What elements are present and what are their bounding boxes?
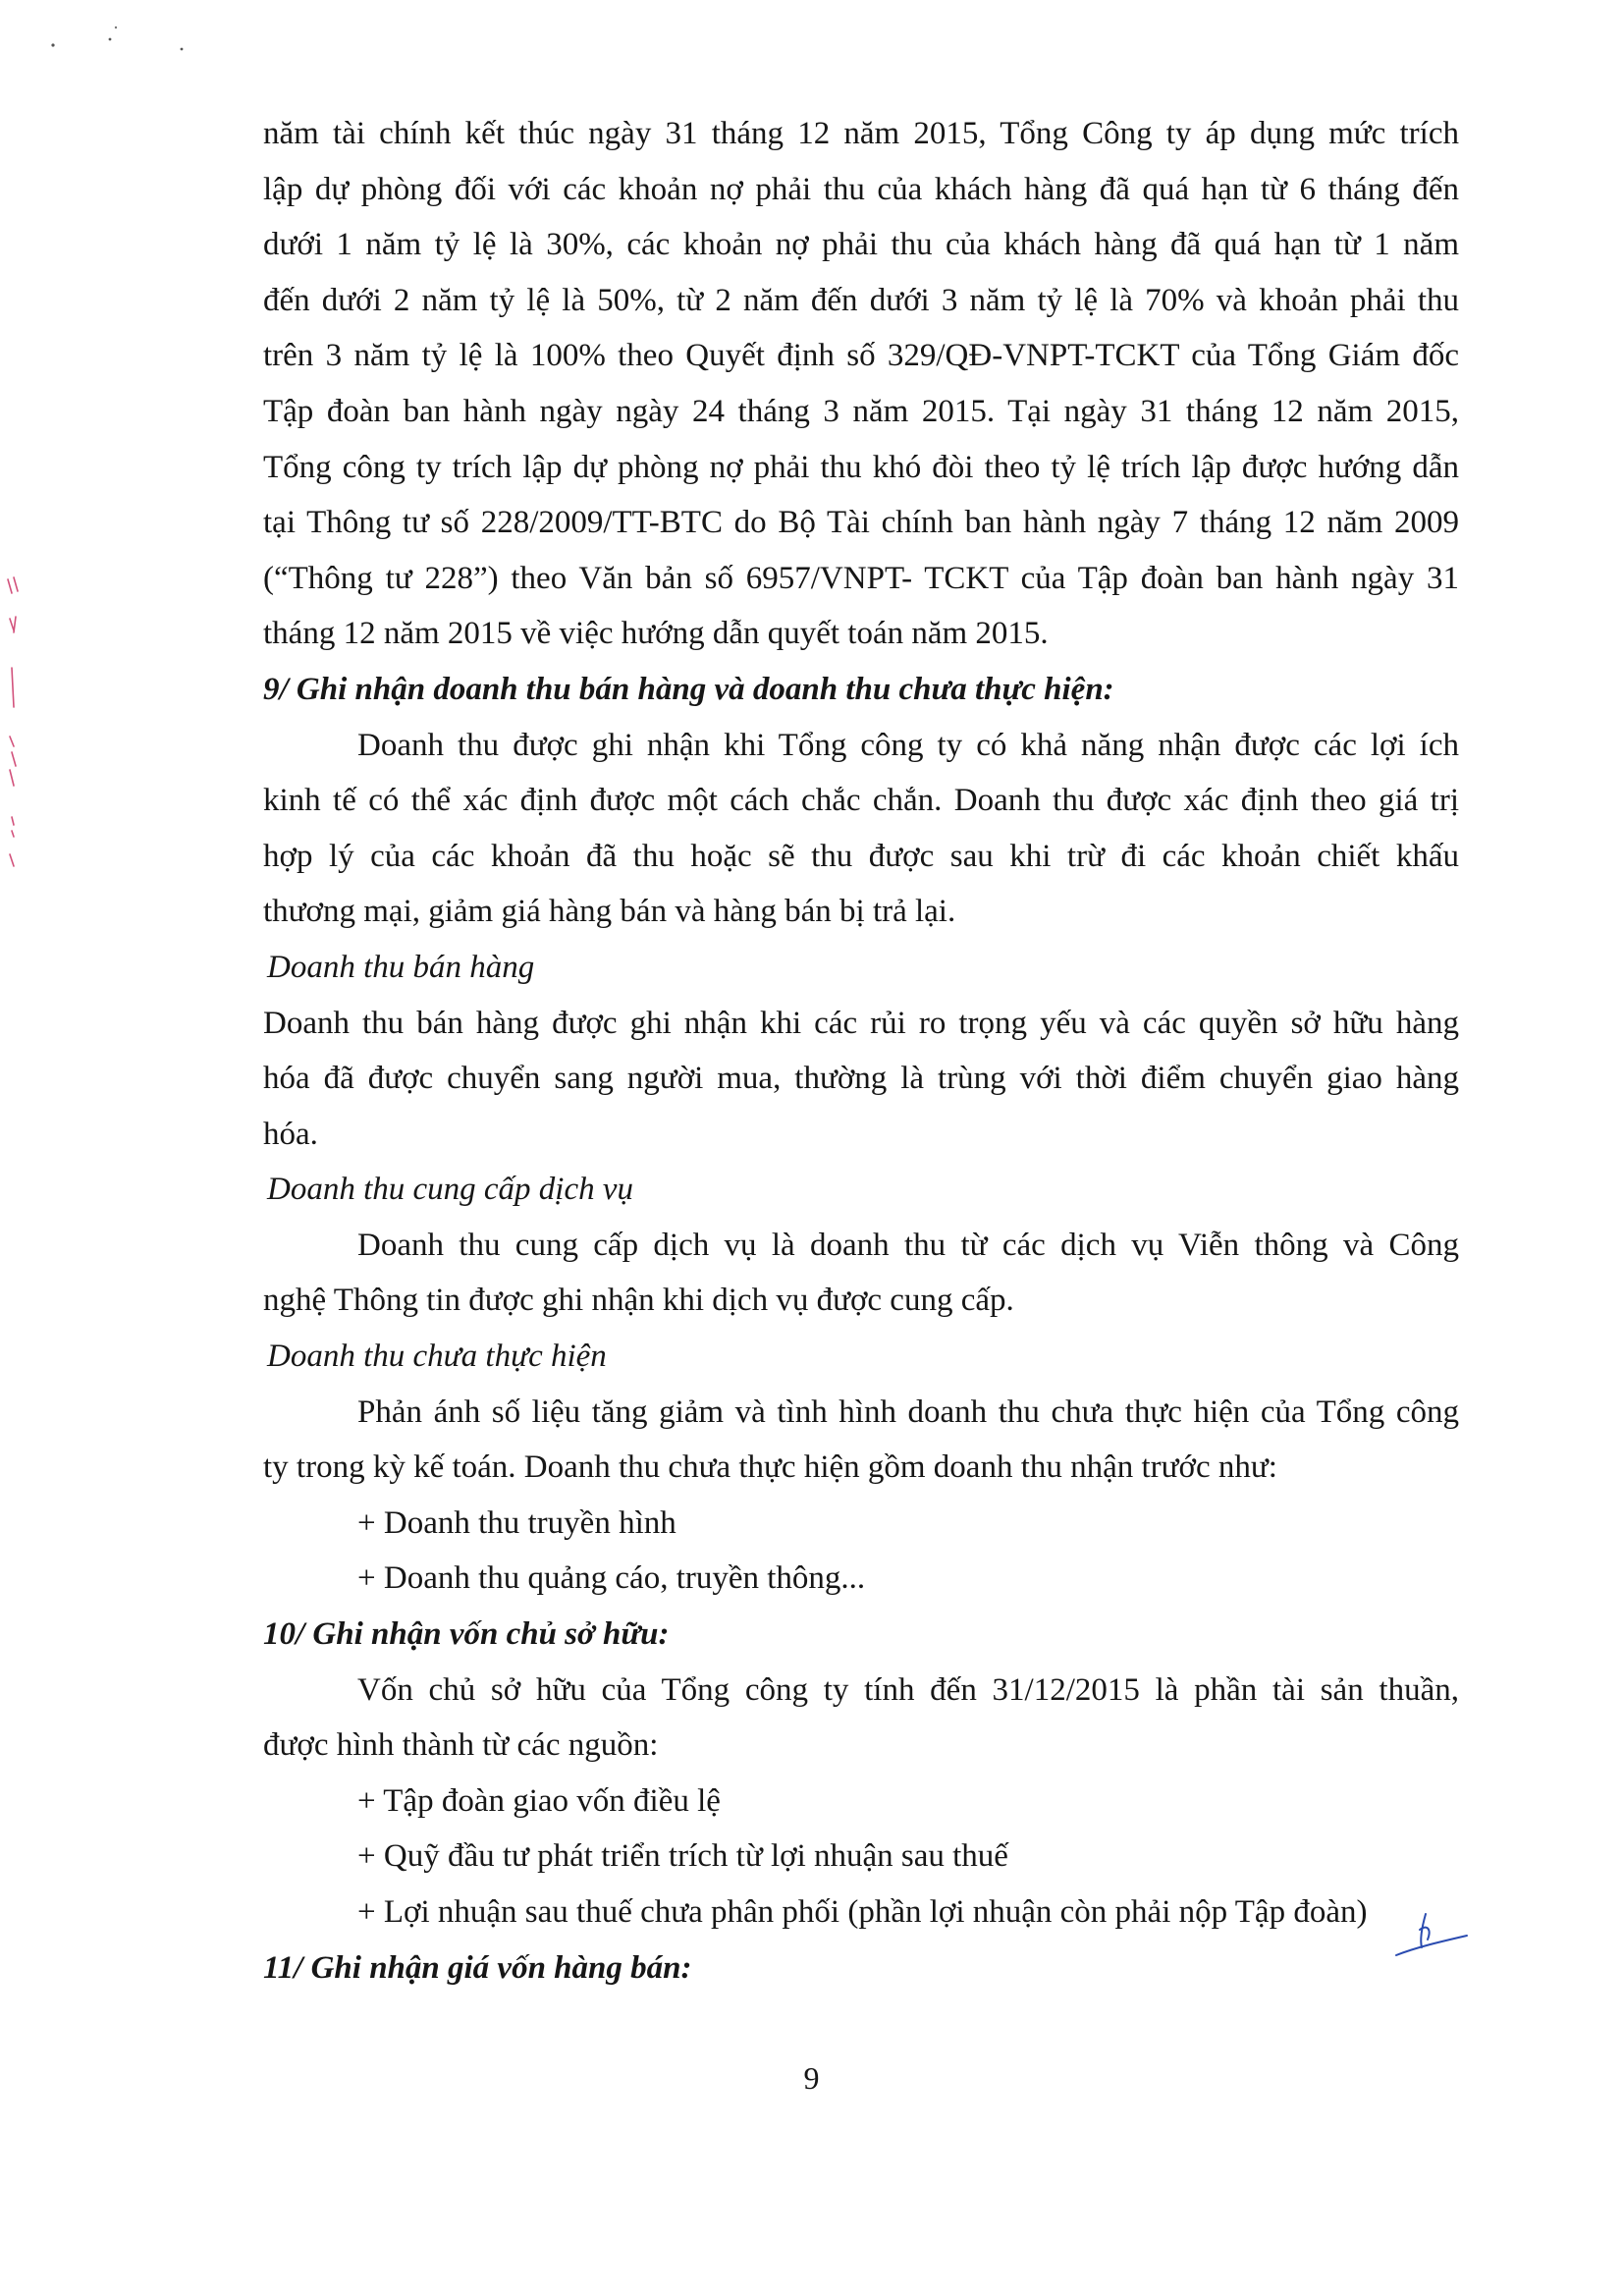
scan-specks-icon	[39, 20, 206, 59]
paragraph-line: Tổng công ty trích lập dự phòng nợ phải thu khó đòi theo tỷ lệ trích lập được hướng dẫn	[263, 449, 1459, 485]
section-heading-10: 10/ Ghi nhận vốn chủ sở hữu:	[263, 1616, 670, 1653]
page-number: 9	[803, 2060, 820, 2096]
section-heading-11: 11/ Ghi nhận giá vốn hàng bán:	[263, 1949, 692, 1986]
paragraph-line: ty trong kỳ kế toán. Doanh thu chưa thực hiện gồm doanh thu nhận trước như:	[263, 1449, 1277, 1486]
paragraph-line: được hình thành từ các nguồn:	[263, 1727, 659, 1764]
paragraph-line: Doanh thu cung cấp dịch vụ là doanh thu từ các dịch vụ Viễn thông và Công	[357, 1227, 1459, 1263]
paragraph-line: tại Thông tư số 228/2009/TT-BTC do Bộ Tài chính ban hành ngày 7 tháng 12 năm 2009	[263, 505, 1459, 541]
paragraph-line: nghệ Thông tin được ghi nhận khi dịch vụ được cung cấp.	[263, 1283, 1014, 1319]
margin-handwriting-marks-icon	[0, 560, 39, 894]
paragraph-line: Phản ánh số liệu tăng giảm và tình hình doanh thu chưa thực hiện của Tổng công	[357, 1394, 1459, 1430]
paragraph-line: Tập đoàn ban hành ngày ngày 24 tháng 3 năm 2015. Tại ngày 31 tháng 12 năm 2015,	[263, 393, 1459, 429]
subheading-service-revenue: Doanh thu cung cấp dịch vụ	[267, 1172, 634, 1208]
handwritten-initials-icon	[1392, 1900, 1471, 1979]
list-item: + Lợi nhuận sau thuế chưa phân phối (phần lợi nhuận còn phải nộp Tập đoàn)	[357, 1894, 1368, 1930]
document-body	[263, 106, 1459, 1995]
section-heading-9: 9/ Ghi nhận doanh thu bán hàng và doanh thu chưa thực hiện:	[263, 671, 1114, 707]
paragraph-line: trên 3 năm tỷ lệ là 100% theo Quyết định số 329/QĐ-VNPT-TCKT của Tổng Giám đốc	[263, 338, 1459, 374]
paragraph-line: (“Thông tư 228”) theo Văn bản số 6957/VNPT- TCKT của Tập đoàn ban hành ngày 31	[263, 560, 1459, 596]
paragraph-line: Doanh thu bán hàng được ghi nhận khi các rủi ro trọng yếu và các quyền sở hữu hàng	[263, 1005, 1459, 1041]
list-item: + Doanh thu truyền hình	[357, 1504, 676, 1541]
subheading-unearned-revenue: Doanh thu chưa thực hiện	[267, 1339, 607, 1375]
paragraph-line: Vốn chủ sở hữu của Tổng công ty tính đến 31/12/2015 là phần tài sản thuần,	[357, 1671, 1459, 1708]
paragraph-line: Doanh thu được ghi nhận khi Tổng công ty có khả năng nhận được các lợi ích	[357, 727, 1459, 763]
paragraph-line: tháng 12 năm 2015 về việc hướng dẫn quyết toán năm 2015.	[263, 616, 1049, 652]
paragraph-line: lập dự phòng đối với các khoản nợ phải thu của khách hàng đã quá hạn từ 6 tháng đến	[263, 171, 1459, 207]
list-item: + Tập đoàn giao vốn điều lệ	[357, 1782, 721, 1819]
list-item: + Quỹ đầu tư phát triển trích từ lợi nhuận sau thuế	[357, 1838, 1008, 1875]
list-item: + Doanh thu quảng cáo, truyền thông...	[357, 1560, 866, 1597]
paragraph-line: năm tài chính kết thúc ngày 31 tháng 12 năm 2015, Tổng Công ty áp dụng mức trích	[263, 116, 1459, 151]
paragraph-line: hợp lý của các khoản đã thu hoặc sẽ thu được sau khi trừ đi các khoản chiết khấu	[263, 838, 1459, 874]
paragraph-line: đến dưới 2 năm tỷ lệ là 50%, từ 2 năm đến dưới 3 năm tỷ lệ là 70% và khoản phải thu	[263, 282, 1459, 318]
paragraph-line: dưới 1 năm tỷ lệ là 30%, các khoản nợ phải thu của khách hàng đã quá hạn từ 1 năm	[263, 227, 1459, 263]
paragraph-line: hóa đã được chuyển sang người mua, thường là trùng với thời điểm chuyển giao hàng	[263, 1061, 1459, 1097]
paragraph-line: kinh tế có thể xác định được một cách chắc chắn. Doanh thu được xác định theo giá trị	[263, 783, 1459, 819]
paragraph-line: thương mại, giảm giá hàng bán và hàng bán bị trả lại.	[263, 894, 956, 930]
subheading-sales-revenue: Doanh thu bán hàng	[267, 949, 535, 985]
paragraph-line: hóa.	[263, 1116, 318, 1152]
